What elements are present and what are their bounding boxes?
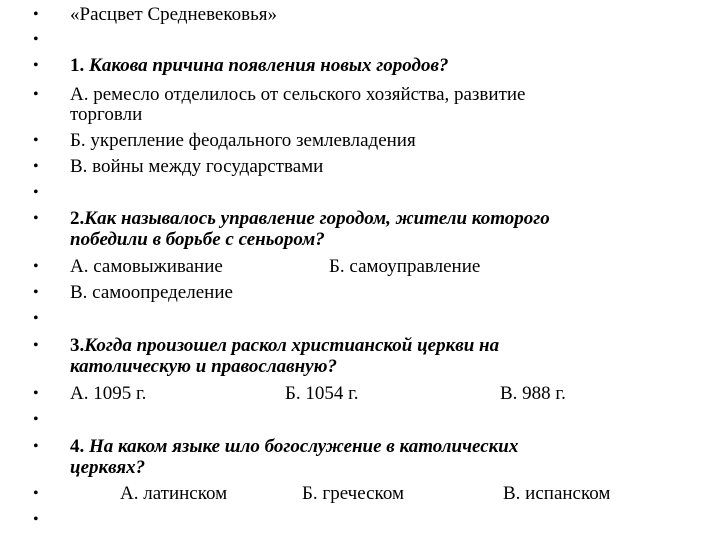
question-3-text-line2: католическую и православную? — [70, 356, 337, 377]
question-1-text: Какова причина появления новых городов? — [89, 55, 449, 76]
bullet: • — [33, 337, 39, 354]
bullet: • — [33, 86, 39, 103]
question-1 — [70, 55, 448, 77]
bullet: • — [33, 284, 39, 301]
bullet: • — [33, 511, 39, 528]
bullet: • — [33, 385, 39, 402]
question-3-number: 3. — [70, 335, 85, 356]
question-4-number: 4. — [70, 436, 85, 457]
bullet: • — [33, 485, 39, 502]
bullet: • — [33, 210, 39, 227]
question-2-option-a: А. самовыживание — [70, 256, 223, 277]
question-2-text-line2: победили в борьбе с сеньором? — [70, 229, 325, 250]
question-1-option-c: В. войны между государствами — [70, 156, 324, 177]
question-4-option-b: Б. греческом — [302, 483, 404, 504]
question-3-option-a: А. 1095 г. — [70, 383, 147, 404]
bullet: • — [33, 438, 39, 455]
question-3-option-c: В. 988 г. — [500, 383, 566, 404]
bullet: • — [33, 310, 39, 327]
question-4-text-line2: церквях? — [70, 457, 146, 478]
question-3-option-b: Б. 1054 г. — [285, 383, 359, 404]
question-1-option-a-line2: торговли — [70, 104, 143, 125]
question-4 — [70, 436, 518, 458]
question-3 — [70, 335, 499, 357]
bullet: • — [33, 6, 39, 23]
question-1-option-a-line1: А. ремесло отделилось от сельского хозяйства, развитие — [70, 84, 526, 105]
bullet: • — [33, 158, 39, 175]
question-2-text-line1: Как называлось управление городом, жители которого — [84, 208, 550, 229]
bullet: • — [33, 258, 39, 275]
question-3-text-line1: Когда произошел раскол христианской церкви на — [84, 335, 500, 356]
bullet: • — [33, 31, 39, 48]
question-4-option-c: В. испанском — [503, 483, 611, 504]
question-1-number: 1. — [70, 55, 85, 76]
question-2-number: 2. — [70, 208, 85, 229]
bullet: • — [33, 411, 39, 428]
slide-title: «Расцвет Средневековья» — [70, 4, 278, 25]
bullet: • — [33, 184, 39, 201]
bullet: • — [33, 57, 39, 74]
question-4-text-line1: На каком языке шло богослужение в католических — [89, 436, 519, 457]
bullet: • — [33, 132, 39, 149]
question-2-option-c: В. самоопределение — [70, 282, 233, 303]
question-4-option-a: А. латинском — [120, 483, 228, 504]
question-2 — [70, 208, 550, 230]
question-1-option-b: Б. укрепление феодального землевладения — [70, 130, 416, 151]
question-2-option-b: Б. самоуправление — [329, 256, 481, 277]
